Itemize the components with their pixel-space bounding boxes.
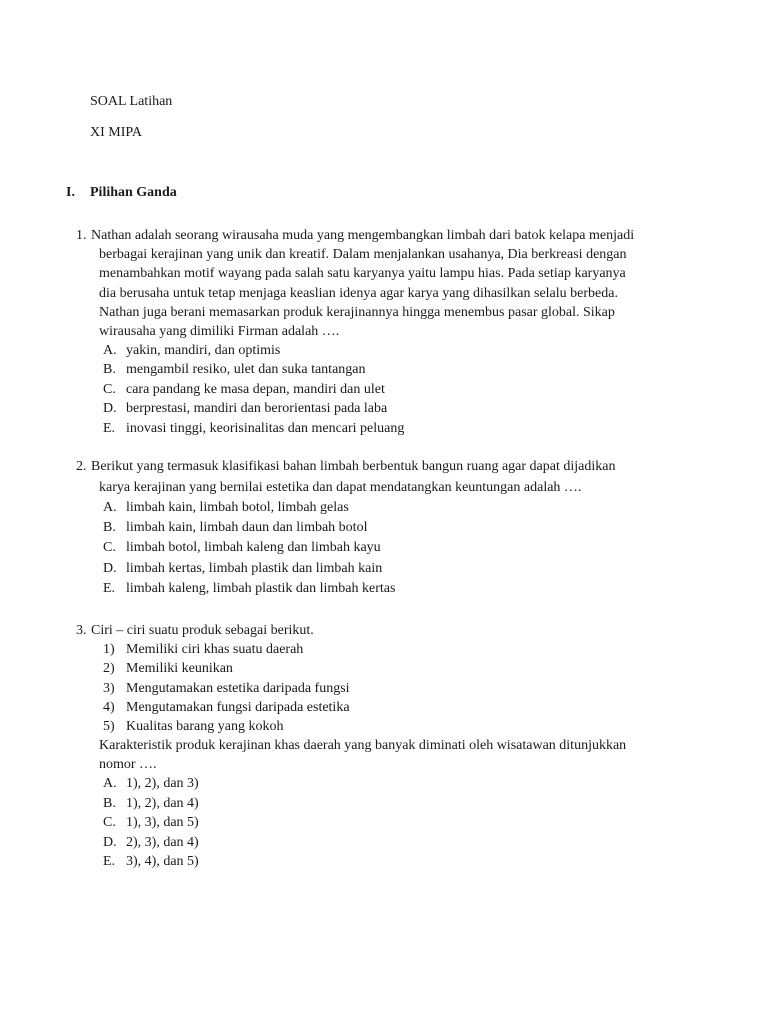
option-letter: D. [103, 835, 117, 850]
option-text: yakin, mandiri, dan optimis [126, 343, 281, 358]
question-line: Berikut yang termasuk klasifikasi bahan limbah berbentuk bangun ruang agar dapat dijadikan [91, 459, 616, 474]
document-title: SOAL Latihan [90, 94, 173, 109]
question-line: wirausaha yang dimiliki Firman adalah …. [99, 324, 340, 339]
option-text: limbah kain, limbah daun dan limbah botol [126, 520, 368, 535]
option-letter: B. [103, 362, 116, 377]
option-letter: E. [103, 421, 116, 436]
statement-number: 5) [103, 719, 115, 734]
option-text: limbah kaleng, limbah plastik dan limbah kertas [126, 581, 396, 596]
option-text: limbah kain, limbah botol, limbah gelas [126, 500, 349, 515]
statement-text: Memiliki keunikan [126, 661, 233, 676]
statement-text: Mengutamakan estetika daripada fungsi [126, 681, 350, 696]
option-letter: A. [103, 776, 117, 791]
option-text: limbah kertas, limbah plastik dan limbah kain [126, 561, 383, 576]
statement-number: 2) [103, 661, 115, 676]
question-line: Nathan adalah seorang wirausaha muda yang mengembangkan limbah dari batok kelapa menjadi [91, 228, 635, 243]
option-letter: B. [103, 796, 116, 811]
question-line: menambahkan motif wayang pada salah satu karyanya yaitu lampu hias. Pada setiap karyanya [99, 266, 626, 281]
option-text: cara pandang ke masa depan, mandiri dan ulet [126, 382, 385, 397]
question-line: karya kerajinan yang bernilai estetika dan dapat mendatangkan keuntungan adalah …. [99, 480, 582, 495]
question-line: Nathan juga berani memasarkan produk kerajinannya hingga menembus pasar global. Sikap [99, 305, 615, 320]
option-text: 3), 4), dan 5) [126, 854, 199, 869]
question-number: 3. [76, 623, 87, 638]
statement-text: Memiliki ciri khas suatu daerah [126, 642, 304, 657]
question-stem: Karakteristik produk kerajinan khas daerah yang banyak diminati oleh wisatawan ditunjukkan [99, 738, 627, 753]
option-text: 1), 3), dan 5) [126, 815, 199, 830]
option-letter: C. [103, 540, 116, 555]
question-intro: Ciri – ciri suatu produk sebagai berikut. [91, 623, 314, 638]
option-letter: D. [103, 401, 117, 416]
statement-number: 3) [103, 681, 115, 696]
option-text: mengambil resiko, ulet dan suka tantangan [126, 362, 366, 377]
option-letter: E. [103, 581, 116, 596]
statement-number: 4) [103, 700, 115, 715]
option-letter: E. [103, 854, 116, 869]
option-text: limbah botol, limbah kaleng dan limbah kayu [126, 540, 381, 555]
question-stem: nomor …. [99, 757, 157, 772]
question-line: berbagai kerajinan yang unik dan kreatif. Dalam menjalankan usahanya, Dia berkreasi dengan [99, 247, 627, 262]
statement-text: Mengutamakan fungsi daripada estetika [126, 700, 350, 715]
option-text: 1), 2), dan 4) [126, 796, 199, 811]
question-number: 2. [76, 459, 87, 474]
section-number: I. [66, 185, 75, 200]
question-line: dia berusaha untuk tetap menjaga keaslian idenya agar karya yang dihasilkan selalu berbeda. [99, 286, 618, 301]
option-letter: A. [103, 343, 117, 358]
option-text: berprestasi, mandiri dan berorientasi pada laba [126, 401, 388, 416]
question-number: 1. [76, 228, 87, 243]
option-letter: B. [103, 520, 116, 535]
option-text: inovasi tinggi, keorisinalitas dan mencari peluang [126, 421, 405, 436]
option-letter: C. [103, 382, 116, 397]
option-letter: D. [103, 561, 117, 576]
section-title: Pilihan Ganda [90, 185, 177, 200]
option-text: 1), 2), dan 3) [126, 776, 199, 791]
option-letter: A. [103, 500, 117, 515]
option-text: 2), 3), dan 4) [126, 835, 199, 850]
statement-text: Kualitas barang yang kokoh [126, 719, 284, 734]
class-label: XI MIPA [90, 125, 142, 140]
statement-number: 1) [103, 642, 115, 657]
option-letter: C. [103, 815, 116, 830]
